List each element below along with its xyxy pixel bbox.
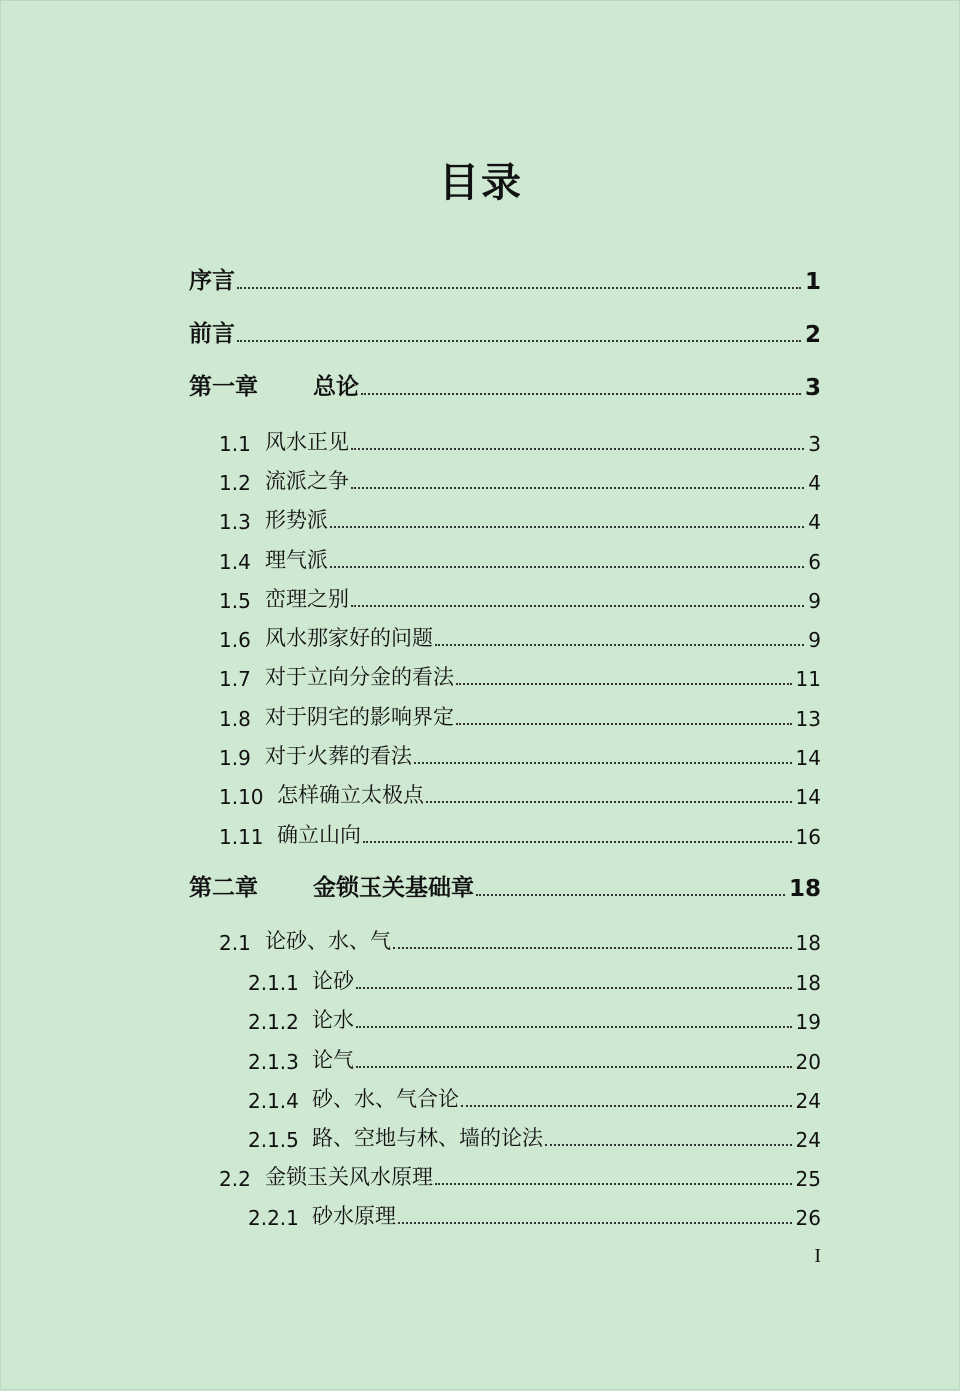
toc-entry-number: 1.4 — [219, 550, 251, 574]
dot-leader — [351, 487, 804, 489]
toc-entry-text: 论砂、水、气 — [265, 929, 391, 953]
dot-leader — [456, 683, 792, 685]
toc-entry-text: 形势派 — [265, 508, 328, 532]
toc-page-number: 25 — [795, 1167, 821, 1191]
dot-leader — [356, 1026, 792, 1028]
toc-entry-subsection[interactable] — [248, 1081, 821, 1113]
toc-entry-number: 1.7 — [219, 667, 251, 691]
toc-entry-number: 1.9 — [219, 746, 251, 770]
toc-entry-preface[interactable] — [189, 263, 821, 295]
toc-entry-number: 1.11 — [219, 825, 264, 849]
toc-entry-text: 金锁玉关基础章 — [313, 875, 474, 901]
toc-page-number: 24 — [795, 1089, 821, 1113]
toc-entry-text: 流派之争 — [265, 469, 349, 493]
dot-leader — [237, 287, 801, 289]
toc-page-number: 14 — [795, 746, 821, 770]
toc-entry-text: 对于立向分金的看法 — [265, 665, 454, 689]
toc-page-number: 3 — [804, 375, 821, 401]
toc-page-number: 18 — [788, 876, 821, 902]
toc-page-number: 3 — [808, 432, 821, 456]
dot-leader — [461, 1105, 792, 1107]
dot-leader — [398, 1222, 792, 1224]
toc-page-number: 1 — [804, 269, 821, 295]
toc-entry-number: 1.8 — [219, 707, 251, 731]
toc-entry-number: 1.3 — [219, 510, 251, 534]
toc-entry-text: 确立山向 — [277, 823, 361, 847]
toc-entry-number: 1.6 — [219, 628, 251, 652]
toc-page-number: 4 — [808, 510, 821, 534]
toc-entry-section[interactable] — [219, 1159, 821, 1191]
toc-page-number: 9 — [808, 589, 821, 613]
toc-entry-subsection[interactable] — [248, 1120, 821, 1152]
toc-entry-subsection[interactable] — [248, 1198, 821, 1230]
page-title: 目录 — [439, 160, 523, 206]
toc-entry-text: 砂水原理 — [312, 1204, 396, 1228]
toc-page-number: 9 — [808, 628, 821, 652]
dot-leader — [435, 1183, 792, 1185]
toc-entry-number: 第二章 — [189, 875, 258, 901]
toc-entry-text: 路、空地与林、墙的论法 — [312, 1126, 543, 1150]
dot-leader — [356, 987, 792, 989]
toc-entry-section[interactable] — [219, 659, 821, 691]
toc-page-number: 6 — [808, 550, 821, 574]
toc-entry-chapter-1[interactable] — [189, 369, 821, 401]
toc-entry-text: 风水正见 — [265, 430, 349, 454]
toc-entry-subsection[interactable] — [248, 1042, 821, 1074]
toc-entry-subsection[interactable] — [248, 963, 821, 995]
dot-leader — [426, 801, 792, 803]
footer-page-number: I — [814, 1245, 821, 1267]
toc-page-number: 4 — [808, 471, 821, 495]
toc-entry-number: 1.5 — [219, 589, 251, 613]
toc-entry-text: 论砂 — [312, 969, 354, 993]
toc-entry-number: 2.1.4 — [248, 1089, 299, 1113]
toc-entry-subsection[interactable] — [248, 1002, 821, 1034]
toc-entry-number: 1.2 — [219, 471, 251, 495]
toc-entry-text: 金锁玉关风水原理 — [265, 1165, 433, 1189]
dot-leader — [435, 644, 804, 646]
dot-leader — [356, 1066, 792, 1068]
toc-entry-number: 2.1.3 — [248, 1050, 299, 1074]
toc-entry-text: 论气 — [312, 1048, 354, 1072]
toc-entry-foreword[interactable] — [189, 316, 821, 348]
dot-leader — [476, 894, 785, 896]
toc-entry-text: 砂、水、气合论 — [312, 1087, 459, 1111]
toc-page-number: 2 — [804, 322, 821, 348]
dot-leader — [456, 723, 792, 725]
toc-entry-section[interactable] — [219, 620, 821, 652]
toc-entry-chapter-2[interactable] — [189, 870, 821, 902]
toc-entry-text: 风水那家好的问题 — [265, 626, 433, 650]
toc-entry-number: 2.1.2 — [248, 1010, 299, 1034]
toc-entry-text: 对于阴宅的影响界定 — [265, 705, 454, 729]
toc-entry-number: 2.1.1 — [248, 971, 299, 995]
toc-page-number: 24 — [795, 1128, 821, 1152]
toc-page-number: 26 — [795, 1206, 821, 1230]
toc-entry-section[interactable] — [219, 502, 821, 534]
dot-leader — [545, 1144, 792, 1146]
toc-entry-number: 2.2.1 — [248, 1206, 299, 1230]
toc-entry-number: 2.1.5 — [248, 1128, 299, 1152]
toc-page-number: 13 — [795, 707, 821, 731]
toc-entry-text: 怎样确立太极点 — [277, 783, 424, 807]
toc-entry-section[interactable] — [219, 699, 821, 731]
toc-page-number: 20 — [795, 1050, 821, 1074]
toc-page-number: 19 — [795, 1010, 821, 1034]
toc-page-number: 16 — [795, 825, 821, 849]
toc-entry-number: 第一章 — [189, 374, 258, 400]
toc-entry-section[interactable] — [219, 542, 821, 574]
dot-leader — [351, 605, 804, 607]
toc-entry-text: 序言 — [189, 268, 235, 294]
dot-leader — [330, 526, 804, 528]
dot-leader — [237, 340, 801, 342]
toc-entry-text: 总论 — [313, 374, 359, 400]
table-of-contents — [1, 1, 960, 1391]
toc-entry-section[interactable] — [219, 463, 821, 495]
toc-entry-section[interactable] — [219, 424, 821, 456]
toc-entry-number: 2.2 — [219, 1167, 251, 1191]
toc-entry-section[interactable] — [219, 923, 821, 955]
dot-leader — [351, 448, 804, 450]
dot-leader — [363, 841, 792, 843]
toc-entry-section[interactable] — [219, 738, 821, 770]
toc-page-number: 14 — [795, 785, 821, 809]
toc-entry-text: 峦理之别 — [265, 587, 349, 611]
dot-leader — [393, 947, 792, 949]
dot-leader — [330, 566, 804, 568]
toc-page-number: 11 — [795, 667, 821, 691]
toc-entry-text: 对于火葬的看法 — [265, 744, 412, 768]
toc-entry-number: 1.10 — [219, 785, 264, 809]
toc-entry-section[interactable] — [219, 581, 821, 613]
toc-entry-text: 前言 — [189, 321, 235, 347]
toc-entry-section[interactable] — [219, 777, 821, 809]
toc-page-number: 18 — [795, 971, 821, 995]
dot-leader — [414, 762, 792, 764]
toc-page-number: 18 — [795, 931, 821, 955]
toc-entry-number: 2.1 — [219, 931, 251, 955]
toc-entry-number: 1.1 — [219, 432, 251, 456]
dot-leader — [361, 393, 801, 395]
toc-entry-section[interactable] — [219, 817, 821, 849]
toc-entry-text: 论水 — [312, 1008, 354, 1032]
toc-entry-text: 理气派 — [265, 548, 328, 572]
